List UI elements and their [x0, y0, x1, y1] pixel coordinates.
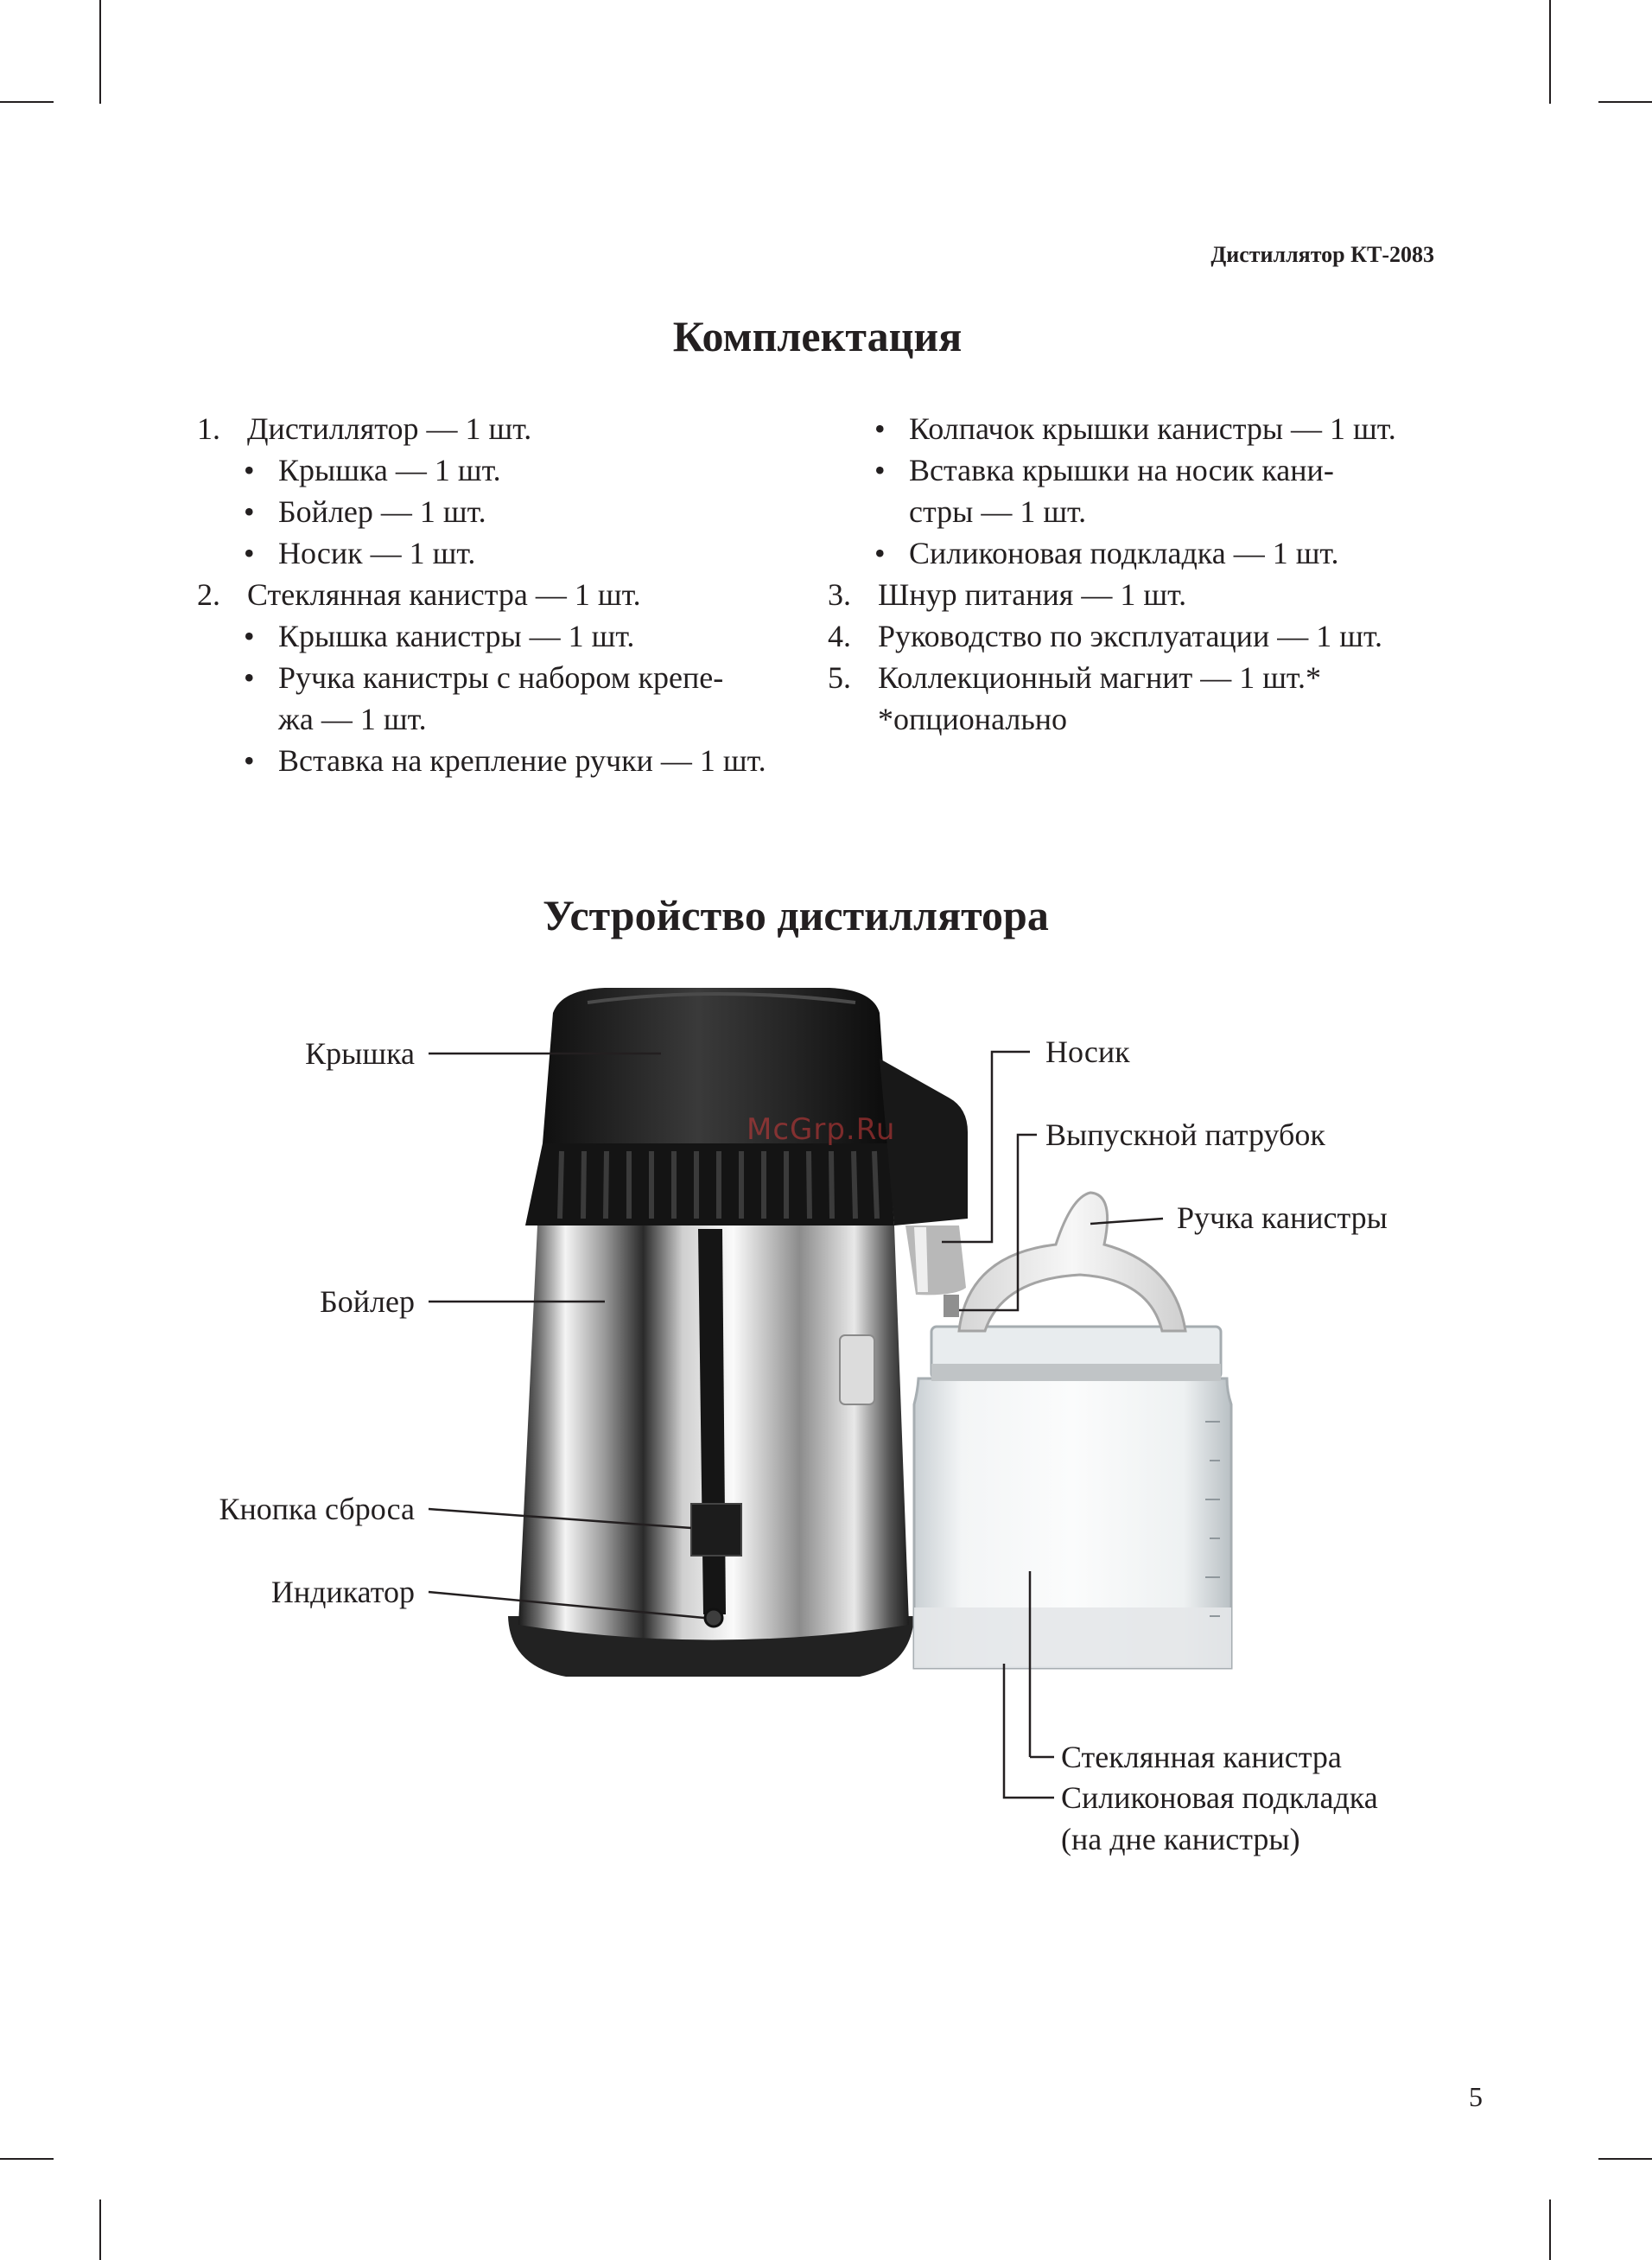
- label-silicone-pad-note: (на дне канистры): [1061, 1822, 1300, 1856]
- list-item-text: *опционально: [878, 702, 1068, 736]
- watermark: McGrp.Ru: [747, 1112, 896, 1147]
- list-item-text: Крышка — 1 шт.: [278, 453, 501, 487]
- label-outlet: Выпускной патрубок: [1045, 1117, 1325, 1152]
- bullet-icon: •: [244, 536, 255, 570]
- label-handle: Ручка канистры: [1177, 1200, 1388, 1235]
- kit-title: Комплектация: [672, 312, 963, 360]
- label-glass-canister: Стеклянная канистра: [1061, 1740, 1342, 1774]
- spout: [905, 1225, 966, 1295]
- bullet-icon: •: [244, 660, 255, 695]
- list-item-text: жа — 1 шт.: [278, 702, 427, 736]
- bullet-icon: •: [244, 494, 255, 529]
- list-item-text: Стеклянная канистра — 1 шт.: [247, 577, 641, 612]
- bullet-icon: •: [874, 411, 886, 446]
- reset-button: [691, 1504, 741, 1556]
- list-item-text: Дистиллятор — 1 шт.: [247, 411, 532, 446]
- list-item-text: стры — 1 шт.: [909, 494, 1087, 529]
- list-item-text: Бойлер — 1 шт.: [278, 494, 486, 529]
- label-boiler: Бойлер: [320, 1284, 415, 1319]
- list-item-text: Вставка крышки на носик кани-: [909, 453, 1334, 487]
- list-item-text: Носик — 1 шт.: [278, 536, 476, 570]
- list-number: 1.: [197, 411, 220, 446]
- indicator-light: [705, 1609, 722, 1627]
- list-item-text: Колпачок крышки канистры — 1 шт.: [909, 411, 1396, 446]
- bullet-icon: •: [244, 743, 255, 778]
- page-number: 5: [1469, 2081, 1483, 2112]
- bullet-icon: •: [874, 453, 886, 487]
- list-number: 4.: [828, 619, 851, 653]
- label-lid: Крышка: [305, 1036, 415, 1071]
- list-number: 5.: [828, 660, 851, 695]
- list-item-text: Ручка канистры с набором крепе-: [278, 660, 724, 695]
- list-item-text: Руководство по эксплуатации — 1 шт.: [878, 619, 1382, 653]
- bullet-icon: •: [244, 453, 255, 487]
- label-reset-button: Кнопка сброса: [219, 1492, 415, 1526]
- running-title: Дистиллятор КТ-2083: [1210, 242, 1434, 267]
- list-number: 3.: [828, 577, 851, 612]
- list-item-text: Вставка на крепление ручки — 1 шт.: [278, 743, 766, 778]
- device-title: Устройство дистиллятора: [543, 891, 1049, 939]
- label-indicator: Индикатор: [270, 1575, 415, 1609]
- list-item-text: Шнур питания — 1 шт.: [878, 577, 1187, 612]
- list-number: 2.: [197, 577, 220, 612]
- list-item-text: Силиконовая подкладка — 1 шт.: [909, 536, 1339, 570]
- list-item-text: Коллекционный магнит — 1 шт.*: [878, 660, 1321, 695]
- label-spout: Носик: [1045, 1035, 1130, 1069]
- label-silicone-pad: Силиконовая подкладка: [1061, 1780, 1378, 1815]
- list-item-text: Крышка канистры — 1 шт.: [278, 619, 635, 653]
- outlet-pipe: [944, 1295, 959, 1317]
- bullet-icon: •: [244, 619, 255, 653]
- bullet-icon: •: [874, 536, 886, 570]
- silicone-pad: [914, 1607, 1231, 1668]
